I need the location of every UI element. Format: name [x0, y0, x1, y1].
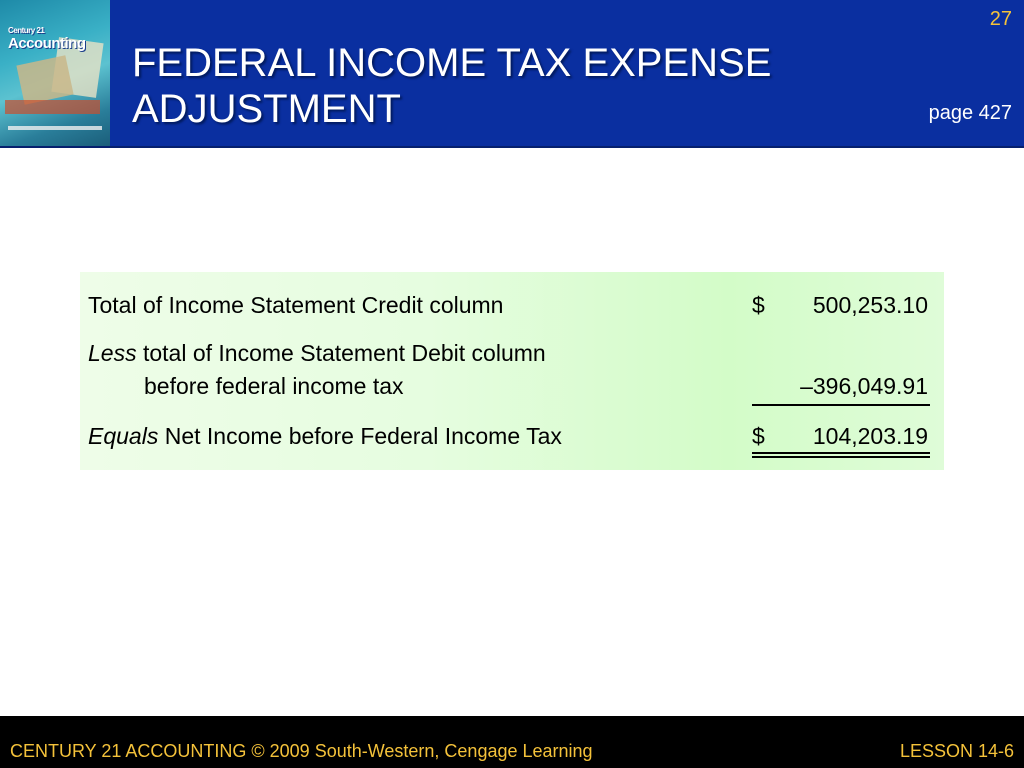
single-underline [752, 404, 930, 406]
footer-lesson: LESSON 14-6 [899, 741, 1014, 761]
debit-total-label [88, 340, 546, 367]
amount-value: 500,253.10 [812, 292, 928, 318]
debit-total-amount: –396,049.91 [800, 373, 928, 399]
page-reference: page 427 [928, 102, 1012, 124]
net-income-text: Net Income before Federal Income Tax [158, 423, 562, 449]
cover-logo-small: Century 21 [8, 26, 45, 35]
credit-total-label: Total of Income Statement Credit column [88, 292, 504, 318]
slide-header [0, 0, 1024, 148]
cover-decoration [5, 100, 100, 114]
double-underline-top [752, 452, 930, 454]
textbook-cover-image [0, 0, 110, 146]
cover-decoration [16, 55, 73, 105]
debit-total-text: total of Income Statement Debit column [136, 340, 546, 366]
net-income-amount [752, 423, 928, 450]
credit-total-amount [752, 292, 928, 319]
currency-symbol: $ [752, 292, 765, 318]
slide-title-line1: FEDERAL INCOME TAX EXPENSE [132, 41, 772, 85]
cover-logo [8, 26, 86, 52]
cover-logo-text: Accounting [8, 35, 86, 52]
cover-decoration [8, 126, 102, 130]
less-label: Less [88, 340, 137, 366]
slide-title [132, 40, 832, 132]
slide-number: 27 [989, 8, 1012, 30]
currency-symbol: $ [752, 423, 765, 449]
footer-copyright: CENTURY 21 ACCOUNTING © 2009 South-Western, Cengage Learning [10, 741, 593, 761]
slide-title-line2: ADJUSTMENT [132, 87, 401, 131]
net-income-label [88, 423, 562, 450]
debit-total-label-continued: before federal income tax [144, 373, 404, 399]
amount-value: 104,203.19 [812, 423, 928, 449]
double-underline-bottom [752, 456, 930, 458]
equals-label: Equals [88, 423, 159, 449]
